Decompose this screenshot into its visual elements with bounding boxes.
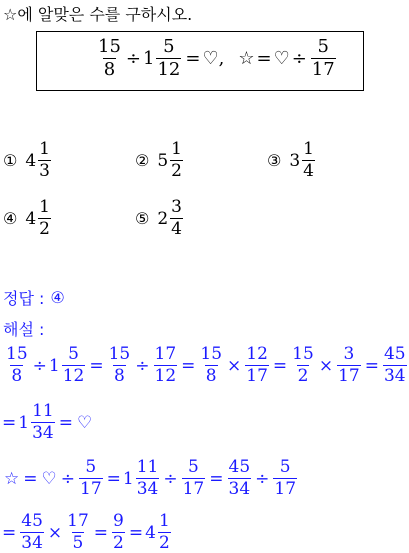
heart-symbol: ♡ bbox=[41, 468, 57, 489]
fraction bbox=[311, 38, 336, 79]
answer-line bbox=[3, 286, 65, 309]
answer-value: ④ bbox=[50, 288, 65, 307]
operator: = bbox=[23, 468, 38, 489]
answer-label: 정답 : bbox=[3, 289, 45, 308]
choice-2[interactable] bbox=[135, 141, 185, 180]
choice-marker: ② bbox=[135, 151, 150, 170]
denominator: 8 bbox=[11, 366, 23, 386]
operator: × bbox=[318, 355, 334, 376]
fraction bbox=[136, 459, 160, 498]
fraction bbox=[170, 199, 183, 238]
denominator: 3 bbox=[39, 161, 50, 181]
operator: = bbox=[364, 355, 379, 376]
numerator: 11 bbox=[32, 401, 54, 421]
operator: ÷ bbox=[135, 355, 150, 376]
heart-symbol: ♡ bbox=[202, 48, 219, 69]
choice-marker: ⑤ bbox=[135, 209, 150, 228]
operator: × bbox=[227, 355, 242, 376]
denominator: 17 bbox=[80, 479, 102, 499]
denominator: 12 bbox=[62, 366, 85, 386]
denominator: 17 bbox=[311, 59, 335, 80]
numerator: 5 bbox=[188, 457, 199, 477]
choice-marker: ④ bbox=[3, 209, 18, 228]
denominator: 2 bbox=[113, 533, 124, 553]
numerator: 45 bbox=[228, 457, 251, 477]
fraction bbox=[31, 403, 55, 442]
operator: ÷ bbox=[60, 468, 75, 489]
fraction bbox=[156, 38, 181, 79]
fraction bbox=[337, 346, 361, 385]
denominator: 8 bbox=[114, 366, 125, 386]
fraction bbox=[38, 199, 51, 238]
numerator: 15 bbox=[108, 344, 131, 364]
fraction bbox=[62, 346, 86, 385]
numerator: 1 bbox=[303, 139, 314, 159]
operator: = bbox=[58, 412, 73, 433]
numerator: 5 bbox=[68, 344, 79, 364]
denominator: 2 bbox=[297, 366, 309, 386]
whole-number: 2 bbox=[157, 208, 169, 229]
numerator: 15 bbox=[98, 36, 121, 57]
numerator: 15 bbox=[200, 344, 223, 364]
whole-number: 1 bbox=[48, 355, 60, 376]
denominator: 17 bbox=[182, 479, 205, 499]
fraction bbox=[154, 346, 178, 385]
numerator: 45 bbox=[383, 344, 406, 364]
numerator: 1 bbox=[39, 197, 50, 217]
choice-1[interactable] bbox=[3, 141, 53, 180]
fraction bbox=[245, 346, 269, 385]
denominator: 8 bbox=[103, 59, 116, 80]
divide-sign: ÷ bbox=[125, 48, 141, 69]
operator: = bbox=[2, 412, 17, 433]
numerator: 17 bbox=[154, 344, 177, 364]
explanation-label: 해설 : bbox=[3, 320, 45, 339]
divide-sign: ÷ bbox=[291, 48, 307, 69]
fraction bbox=[108, 346, 132, 385]
operator: = bbox=[209, 468, 224, 489]
denominator: 17 bbox=[274, 479, 297, 499]
denominator: 2 bbox=[171, 161, 182, 181]
fraction bbox=[20, 513, 44, 552]
choice-marker: ③ bbox=[267, 151, 282, 170]
fraction bbox=[182, 459, 206, 498]
operator: × bbox=[47, 522, 63, 543]
fraction bbox=[38, 141, 51, 180]
fraction bbox=[291, 346, 315, 385]
fraction bbox=[383, 346, 407, 385]
operator: = bbox=[2, 522, 17, 543]
denominator: 17 bbox=[338, 366, 360, 386]
equals-sign: = bbox=[185, 48, 201, 69]
star-symbol: ☆ bbox=[4, 468, 20, 489]
operator: = bbox=[93, 522, 109, 543]
equals-sign: = bbox=[256, 48, 272, 69]
numerator: 5 bbox=[317, 36, 329, 57]
denominator: 34 bbox=[21, 533, 43, 553]
star-symbol: ☆ bbox=[238, 48, 255, 69]
heart-symbol: ♡ bbox=[76, 412, 93, 433]
fraction bbox=[5, 346, 29, 385]
choice-3[interactable] bbox=[267, 141, 317, 180]
denominator: 2 bbox=[158, 533, 170, 553]
whole-number: 1 bbox=[122, 468, 134, 489]
numerator: 15 bbox=[292, 344, 314, 364]
denominator: 4 bbox=[303, 161, 314, 181]
fraction bbox=[112, 513, 125, 552]
fraction bbox=[66, 513, 90, 552]
operator: ÷ bbox=[255, 468, 270, 489]
denominator: 5 bbox=[72, 533, 84, 553]
operator: = bbox=[128, 522, 144, 543]
whole-number: 4 bbox=[25, 150, 37, 171]
denominator: 2 bbox=[39, 219, 50, 239]
denominator: 12 bbox=[157, 59, 181, 80]
fraction bbox=[228, 459, 252, 498]
operator: ÷ bbox=[163, 468, 178, 489]
numerator: 11 bbox=[136, 457, 159, 477]
choice-marker: ① bbox=[3, 151, 18, 170]
fraction bbox=[79, 459, 103, 498]
numerator: 1 bbox=[158, 511, 170, 531]
fraction bbox=[158, 513, 171, 552]
denominator: 12 bbox=[154, 366, 177, 386]
fraction bbox=[97, 38, 122, 79]
operator: = bbox=[272, 355, 288, 376]
heart-symbol: ♡ bbox=[273, 48, 290, 69]
denominator: 34 bbox=[136, 479, 159, 499]
fraction bbox=[302, 141, 315, 180]
numerator: 5 bbox=[163, 36, 175, 57]
operator: = bbox=[181, 355, 196, 376]
numerator: 5 bbox=[85, 457, 97, 477]
numerator: 5 bbox=[279, 457, 291, 477]
operator: ÷ bbox=[32, 355, 47, 376]
explanation-line-3 bbox=[2, 459, 299, 498]
numerator: 1 bbox=[171, 139, 182, 159]
choice-5[interactable] bbox=[135, 199, 185, 238]
numerator: 1 bbox=[39, 139, 50, 159]
denominator: 34 bbox=[228, 479, 251, 499]
fraction bbox=[170, 141, 183, 180]
fraction bbox=[273, 459, 297, 498]
whole-number: 4 bbox=[25, 208, 37, 229]
comma: , bbox=[218, 48, 225, 69]
numerator: 3 bbox=[171, 197, 182, 217]
denominator: 34 bbox=[383, 366, 406, 386]
given-equation bbox=[95, 38, 338, 79]
whole-number: 5 bbox=[157, 150, 169, 171]
whole-number: 1 bbox=[18, 412, 30, 433]
whole-number: 3 bbox=[289, 150, 301, 171]
fraction bbox=[199, 346, 223, 385]
numerator: 45 bbox=[21, 511, 43, 531]
choice-4[interactable] bbox=[3, 199, 53, 238]
denominator: 8 bbox=[205, 366, 217, 386]
denominator: 17 bbox=[246, 366, 268, 386]
explanation-line-4 bbox=[0, 513, 173, 552]
question-prompt: ☆에 알맞은 수를 구하시오. bbox=[3, 5, 193, 24]
operator: = bbox=[106, 468, 121, 489]
whole-number: 4 bbox=[145, 522, 156, 543]
denominator: 4 bbox=[171, 219, 182, 239]
numerator: 3 bbox=[343, 344, 355, 364]
explanation-line-2 bbox=[0, 403, 94, 442]
numerator: 9 bbox=[113, 511, 124, 531]
explanation-line-1 bbox=[3, 346, 409, 385]
numerator: 15 bbox=[6, 344, 28, 364]
numerator: 17 bbox=[67, 511, 89, 531]
whole-number: 1 bbox=[143, 48, 155, 69]
numerator: 12 bbox=[246, 344, 268, 364]
operator: = bbox=[89, 355, 104, 376]
denominator: 34 bbox=[32, 423, 54, 443]
